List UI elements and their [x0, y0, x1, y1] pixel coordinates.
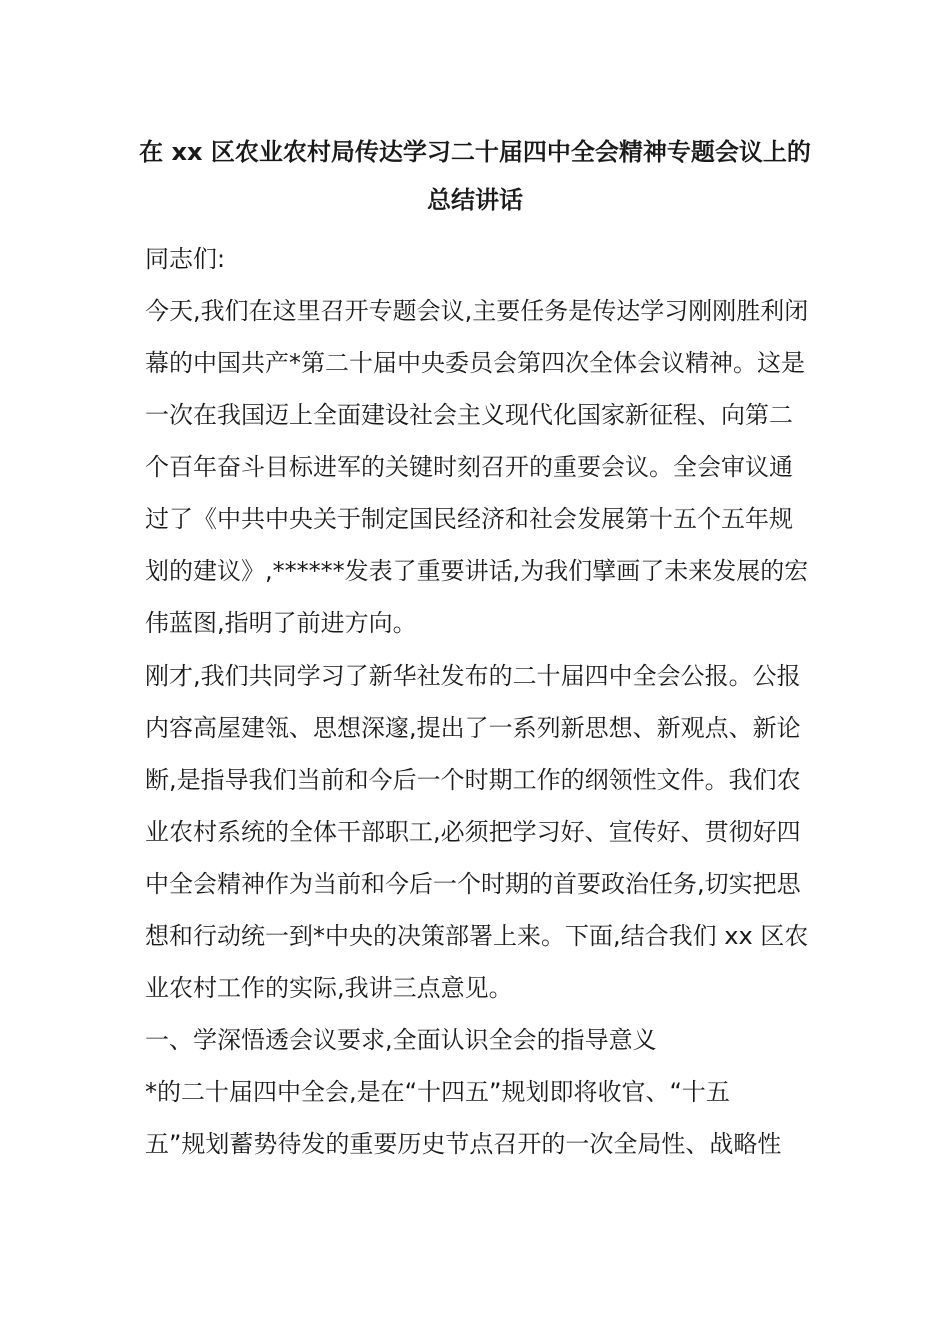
paragraph-line: 伟蓝图,指明了前进方向。 [145, 609, 417, 637]
paragraph-line: 划的建议》,******发表了重要讲话,为我们擘画了未来发展的宏 [145, 557, 809, 585]
paragraph-line: 业农村系统的全体干部职工,必须把学习好、宣传好、贯彻好四 [145, 818, 801, 846]
paragraph-line: 今天,我们在这里召开专题会议,主要任务是传达学习刚刚胜利闭 [145, 297, 809, 325]
greeting: 同志们: [145, 245, 226, 273]
paragraph-line: 个百年奋斗目标进军的关键时刻召开的重要会议。全会审议通 [145, 453, 793, 481]
paragraph-line: 一次在我国迈上全面建设社会主义现代化国家新征程、向第二 [145, 401, 793, 429]
paragraph-line: 中全会精神作为当前和今后一个时期的首要政治任务,切实把思 [145, 870, 801, 898]
section-heading-text: 一、学深悟透会议要求,全面认识全会的指导意义 [145, 1026, 657, 1054]
paragraph-line: 五”规划蓄势待发的重要历史节点召开的一次全局性、战略性 [145, 1130, 782, 1158]
paragraph-line: 幕的中国共产*第二十届中央委员会第四次全体会议精神。这是 [145, 349, 805, 377]
paragraph-line: 业农村工作的实际,我讲三点意见。 [145, 974, 513, 1002]
document-title-line-2: 总结讲话 [427, 186, 523, 214]
paragraph-line: 断,是指导我们当前和今后一个时期工作的纲领性文件。我们农 [145, 766, 801, 794]
paragraph-line: 过了《中共中央关于制定国民经济和社会发展第十五个五年规 [145, 505, 793, 533]
paragraph-line: *的二十届四中全会,是在“十四五”规划即将收官、“十五 [145, 1078, 730, 1106]
paragraph-line: 刚才,我们共同学习了新华社发布的二十届四中全会公报。公报 [145, 662, 801, 690]
paragraph-line: 内容高屋建瓴、思想深邃,提出了一系列新思想、新观点、新论 [145, 714, 801, 742]
paragraph-line: 想和行动统一到*中央的决策部署上来。下面,结合我们 xx 区农 [145, 922, 809, 950]
document-title-line-1: 在 xx 区农业农村局传达学习二十届四中全会精神专题会议上的 [139, 138, 811, 166]
